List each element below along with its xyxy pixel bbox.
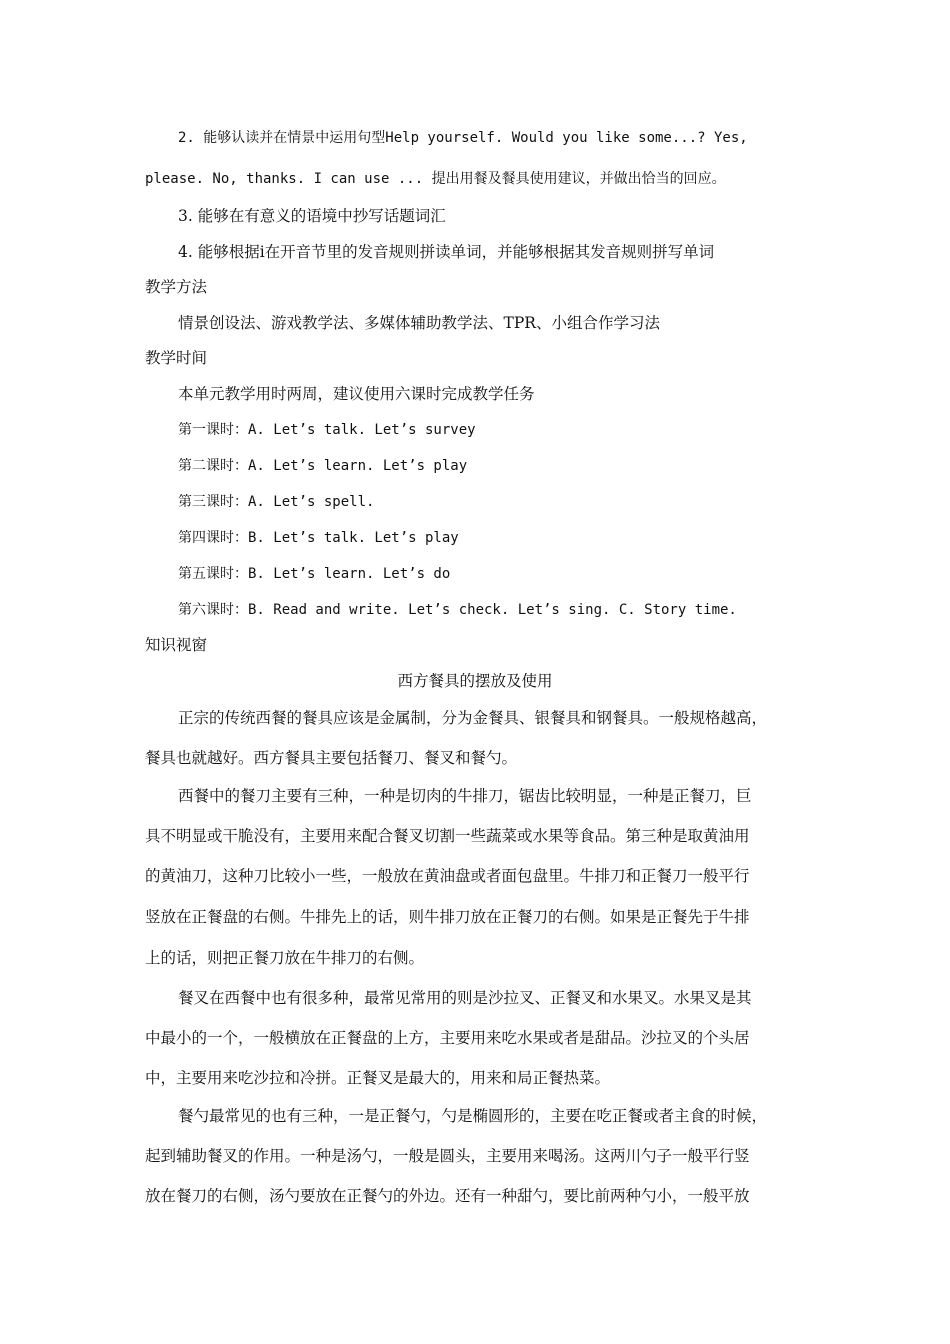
lesson-6: 第六课时：B. Read and write. Let’s check. Let’s sing. C. Story time. [178,602,737,618]
paragraph-2-line-1: 西餐中的餐刀主要有三种，一种是切肉的牛排刀，锯齿比较明显，一种是正餐刀，巨 [178,787,752,805]
objective-2-line-2: please. No, thanks. I can use ... 提出用餐及餐具使用建议，并做出恰当的回应。 [145,171,726,187]
paragraph-2-line-2: 具不明显或干脆没有，主要用来配合餐叉切割一些蔬菜或水果等食品。第三种是取黄油用 [145,827,750,845]
paragraph-1-line-2: 餐具也就越好。西方餐具主要包括餐刀、餐叉和餐勺。 [145,749,518,767]
methods-text: 情景创设法、游戏教学法、多媒体辅助教学法、TPR、小组合作学习法 [178,314,660,332]
paragraph-4-line-3: 放在餐刀的右侧，汤勺要放在正餐勺的外边。还有一种甜勺，要比前两种勺小，一般平放 [145,1187,750,1205]
lesson-4: 第四课时：B. Let’s talk. Let’s play [178,530,459,546]
methods-heading: 教学方法 [145,278,208,296]
paragraph-4-line-1: 餐勺最常见的也有三种，一是正餐勺，勺是椭圆形的，主要在吃正餐或者主食的时候， [178,1107,768,1125]
paragraph-3-line-2: 中最小的一个，一般横放在正餐盘的上方，主要用来吃水果或者是甜品。沙拉叉的个头居 [145,1029,750,1047]
paragraph-3-line-3: 中，主要用来吃沙拉和冷拼。正餐叉是最大的，用来和局正餐热菜。 [145,1069,611,1087]
paragraph-2-line-3: 的黄油刀，这种刀比较小一些，一般放在黄油盘或者面包盘里。牛排刀和正餐刀一般平行 [145,867,750,885]
paragraph-3-line-1: 餐叉在西餐中也有很多种，最常见常用的则是沙拉叉、正餐叉和水果叉。水果叉是其 [178,989,752,1007]
lesson-1: 第一课时：A. Let’s talk. Let’s survey [178,422,476,438]
objective-2-line-1: 2. 能够认读并在情景中运用句型Help yourself. Would you like some...? Yes, [178,130,748,146]
lesson-5: 第五课时：B. Let’s learn. Let’s do [178,566,451,582]
paragraph-4-line-2: 起到辅助餐叉的作用。一种是汤勺，一般是圆头，主要用来喝汤。这两川勺子一般平行竖 [145,1147,750,1165]
schedule-heading: 教学时间 [145,349,208,367]
objective-4: 4. 能够根据i在开音节里的发音规则拼读单词，并能够根据其发音规则拼写单词 [178,243,715,261]
objective-3: 3. 能够在有意义的语境中抄写话题词汇 [178,207,446,225]
lesson-2: 第二课时：A. Let’s learn. Let’s play [178,458,468,474]
knowledge-heading: 知识视窗 [145,636,208,654]
article-title: 西方餐具的摆放及使用 [397,672,553,690]
paragraph-2-line-5: 上的话，则把正餐刀放在牛排刀的右侧。 [145,949,425,967]
paragraph-2-line-4: 竖放在正餐盘的右侧。牛排先上的话，则牛排刀放在正餐刀的右侧。如果是正餐先于牛排 [145,908,750,926]
paragraph-1-line-1: 正宗的传统西餐的餐具应该是金属制，分为金餐具、银餐具和钢餐具。一般规格越高， [178,709,768,727]
lesson-3: 第三课时：A. Let’s spell. [178,494,375,510]
schedule-intro: 本单元教学用时两周，建议使用六课时完成教学任务 [178,385,535,403]
